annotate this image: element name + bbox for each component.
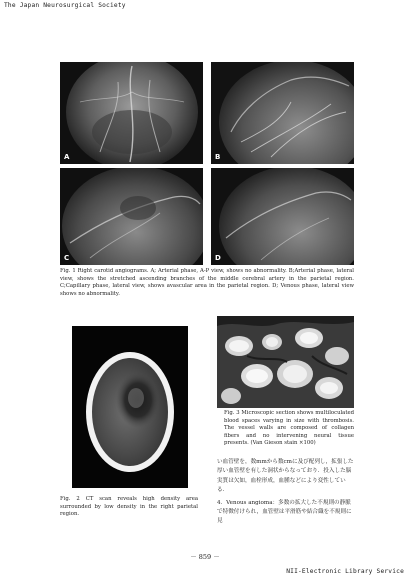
panel-label-d: D — [215, 254, 221, 262]
angiogram-panel-c — [60, 168, 203, 265]
body-paragraph-1: い血管壁を，数mmから数cmに及び配列し，拡張した厚い血管壁を有した洞状からなっており．投入した脳実質は欠如，血栓形成，血腫などにより変性している． — [217, 459, 354, 494]
ct-scan-image — [72, 326, 188, 488]
figure-3-caption: Fig. 3 Microscopic section shows multiloculated blood spaces varying in size with thrombosis. The vessel walls are composed of collagen fibers and no intervening neural tissue presents. (Van Gieson stain ×100) — [224, 410, 354, 447]
body-paragraph-2: 4．Venous angioma：多数の拡大した不規則の静脈で特徴付けられ，血管壁は平滑筋や結合織を不規則に見 — [217, 499, 352, 525]
figure-2-caption: Fig. 2 CT scan reveals high density area surrounded by low density in the right parietal region. — [60, 496, 198, 518]
panel-label-c: C — [64, 254, 70, 262]
microscopic-section-image — [217, 316, 354, 408]
body-text-column — [217, 458, 354, 527]
angiogram-panel-d — [211, 168, 354, 265]
figure-1-caption: Fig. 1 Right carotid angiograms. A; Arterial phase, A-P view, shows no abnormality. B;Arterial phase, lateral view, shows the stretched ascending branches of the middle cerebral artery in the parietal region. C;Capillary phase, lateral view, shows avascular area in the parietal region. D; Venous phase, lateral view shows no abnormality. — [60, 268, 354, 297]
page-number: － 859 － — [190, 553, 220, 561]
panel-label-b: B — [215, 153, 221, 161]
angiogram-panel-b — [211, 62, 354, 164]
journal-header: The Japan Neurosurgical Society — [4, 2, 126, 9]
library-service-footer: NII-Electronic Library Service — [286, 568, 404, 575]
panel-label-a: A — [64, 153, 70, 161]
angiogram-panel-a — [60, 62, 203, 164]
